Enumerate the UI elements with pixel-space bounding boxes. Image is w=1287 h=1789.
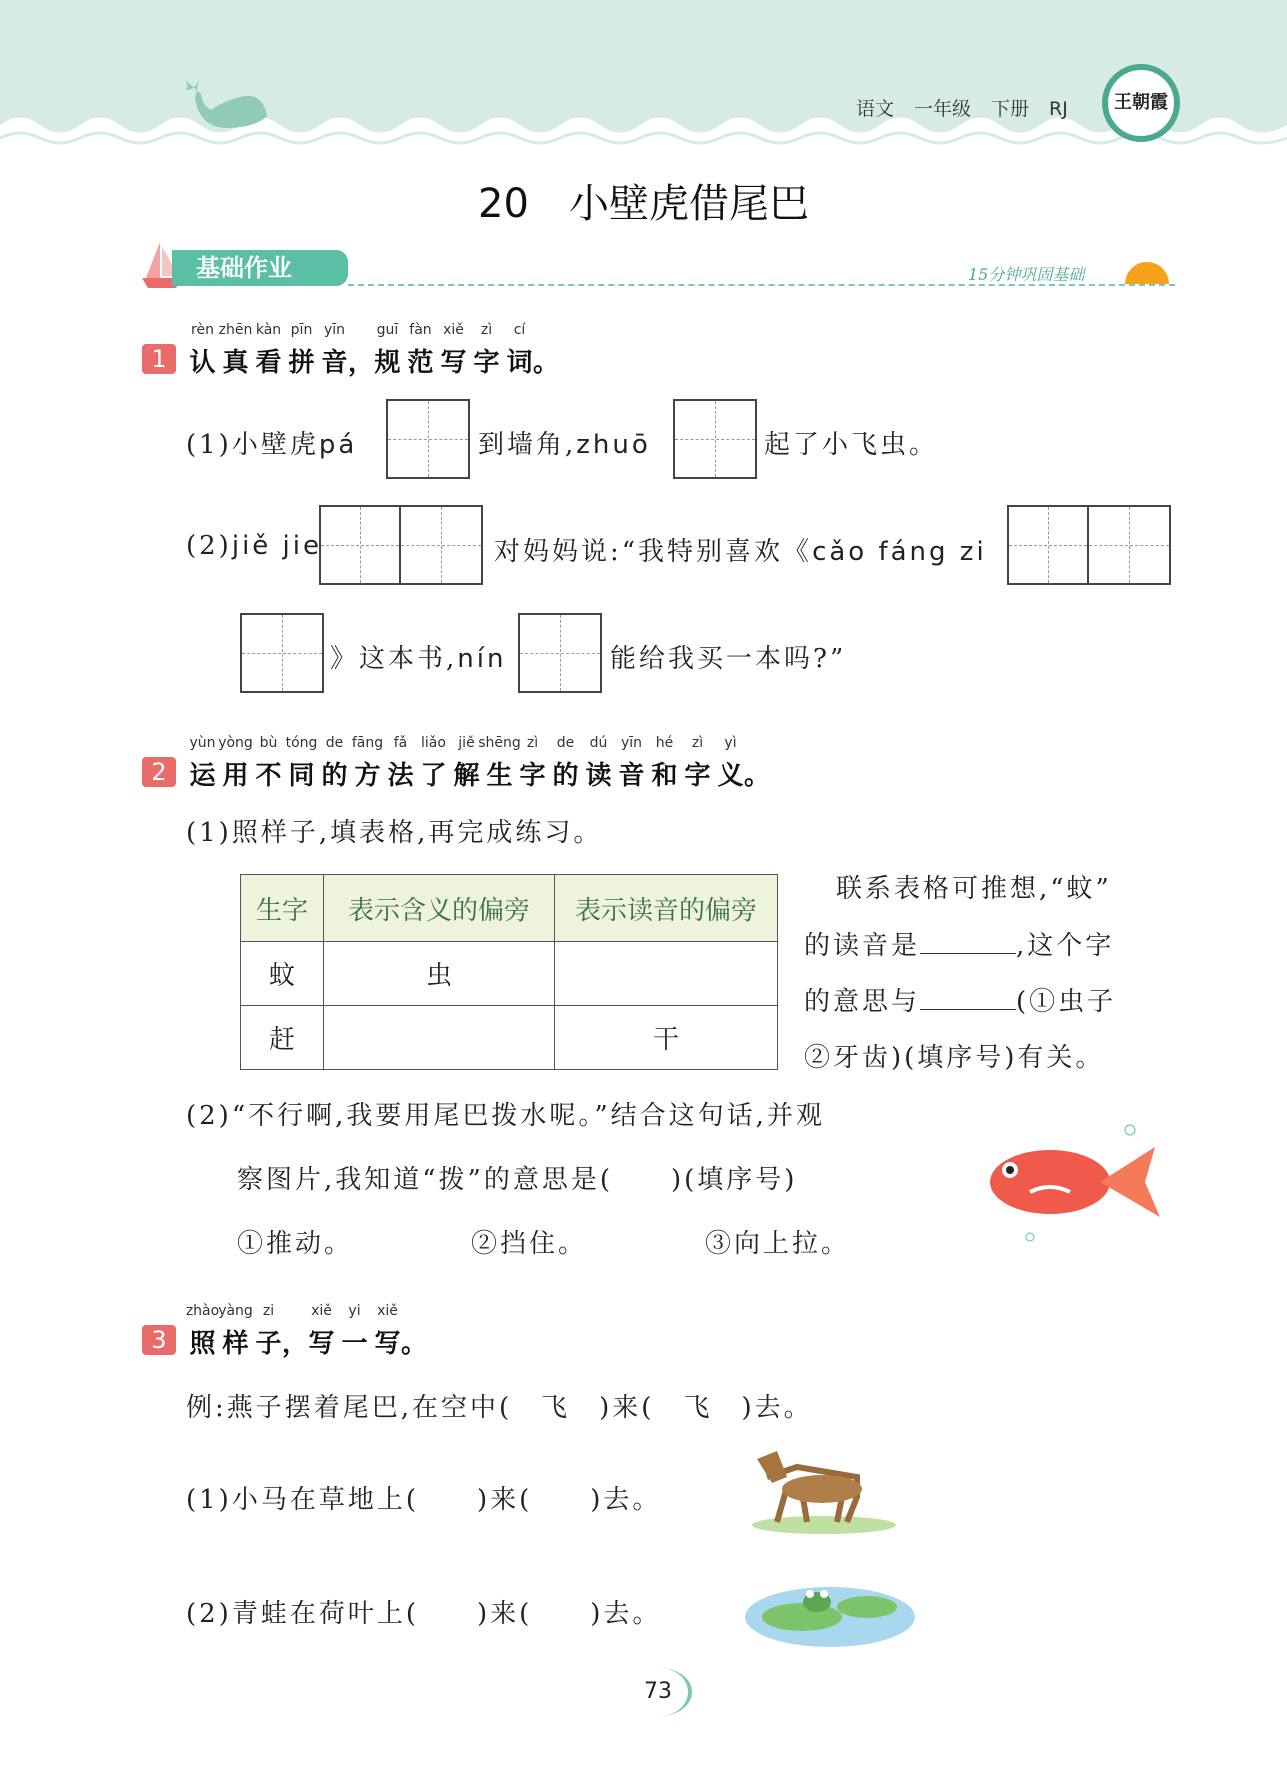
q3-item-2: (2)青蛙在荷叶上( )来( )去。 <box>186 1599 662 1629</box>
writing-box[interactable] <box>240 613 324 693</box>
q2-part2-line2: 察图片,我知道“拨”的意思是( )(填序号) <box>237 1165 798 1195</box>
character: 。 <box>401 1329 428 1359</box>
pinyin: guī <box>376 322 399 338</box>
pinyin: zi <box>262 1303 275 1319</box>
character: 看 <box>255 348 282 378</box>
pinyin-character <box>252 322 285 379</box>
pinyin: cí <box>513 322 526 338</box>
text: (1)小壁虎 <box>186 430 319 460</box>
character: 样 <box>222 1329 249 1359</box>
pinyin: de <box>325 735 344 751</box>
character: 了 <box>420 761 447 791</box>
pinyin: zì <box>691 735 704 751</box>
q1-line3 <box>330 638 506 675</box>
table-row <box>241 942 778 1006</box>
question-3-title <box>185 1303 428 1360</box>
pinyin: xiě <box>311 1303 332 1319</box>
pinyin-character <box>351 735 384 792</box>
pinyin-character <box>318 735 351 792</box>
sun-icon <box>1125 262 1169 284</box>
text: (①虫子 <box>1016 987 1117 1017</box>
horses-illustration <box>747 1447 901 1535</box>
whale-icon <box>175 76 275 134</box>
pinyin-character <box>384 735 417 792</box>
pinyin: fǎ <box>393 735 408 751</box>
table-cell-blank[interactable] <box>324 1006 555 1070</box>
character: 一 <box>341 1329 368 1359</box>
character: 法 <box>387 761 414 791</box>
character: 音 <box>321 348 348 378</box>
pinyin: hé <box>655 735 674 751</box>
character: 真 <box>222 348 249 378</box>
character: 的 <box>552 761 579 791</box>
pinyin-character <box>478 735 521 792</box>
brand-text: 王朝霞 <box>1114 92 1168 113</box>
writing-box[interactable] <box>386 399 470 479</box>
pinyin-character <box>219 735 252 792</box>
pinyin: pá <box>318 430 358 460</box>
section-banner: 基础作业 <box>172 250 348 286</box>
pinyin-character <box>371 1303 404 1360</box>
character: 读 <box>585 761 612 791</box>
character: 义 <box>717 761 744 791</box>
writing-box[interactable] <box>518 613 602 693</box>
pinyin: tóng <box>285 735 318 751</box>
character: 音 <box>618 761 645 791</box>
writing-box[interactable] <box>1007 505 1171 585</box>
table-cell: 赶 <box>241 1006 324 1070</box>
subject-label: 语文 <box>856 98 895 120</box>
option-3: ③向上拉。 <box>705 1229 851 1259</box>
answer-blank[interactable] <box>920 929 1016 954</box>
character: 拼 <box>288 348 315 378</box>
pinyin-character <box>401 1303 428 1360</box>
pinyin-character <box>252 1303 285 1360</box>
pinyin: yòng <box>218 735 253 751</box>
pinyin: yì <box>724 735 737 751</box>
pinyin-character <box>338 1303 371 1360</box>
question-1-title <box>186 322 560 379</box>
text: 》这本书, <box>330 644 458 674</box>
question-badge-2: 2 <box>142 757 176 787</box>
character: 写 <box>374 1329 401 1359</box>
pinyin: nín <box>457 644 507 674</box>
side-text-4: ②牙齿)(填序号)有关。 <box>804 1043 1105 1073</box>
pinyin: yi <box>348 1303 361 1319</box>
pinyin: jiě <box>458 735 475 751</box>
pinyin: cǎo fáng zi <box>812 537 987 567</box>
table-row <box>241 1006 778 1070</box>
pinyin: fāng <box>351 735 384 751</box>
pinyin-character <box>744 735 771 792</box>
q1-line1 <box>186 424 357 461</box>
frog-lilypad-illustration <box>742 1572 918 1649</box>
radical-table <box>240 874 778 1070</box>
pinyin: pīn <box>290 322 313 338</box>
q1-line1b <box>478 424 651 461</box>
character: 字 <box>473 348 500 378</box>
table-cell: 蚊 <box>241 942 324 1006</box>
pinyin-character <box>348 322 375 379</box>
option-2: ②挡住。 <box>471 1229 588 1259</box>
pinyin-character <box>417 735 450 792</box>
writing-box[interactable] <box>673 399 757 479</box>
pinyin-character <box>318 322 351 379</box>
side-text-1: 联系表格可推想,“蚊” <box>836 874 1112 904</box>
character: 子 <box>255 1329 282 1359</box>
pinyin-character <box>714 735 747 792</box>
character: 解 <box>453 761 480 791</box>
pinyin-character <box>285 735 318 792</box>
pinyin: zhào <box>185 1303 220 1319</box>
question-badge-3: 3 <box>142 1325 176 1355</box>
pinyin: zì <box>526 735 539 751</box>
side-text-3 <box>804 981 1116 1018</box>
pinyin-character <box>371 322 404 379</box>
text: 的读音是 <box>804 931 921 961</box>
pinyin-character <box>615 735 648 792</box>
pinyin: yīn <box>620 735 643 751</box>
character: 不 <box>255 761 282 791</box>
character: 词 <box>506 348 533 378</box>
table-header: 生字 <box>241 875 324 942</box>
table-cell-blank[interactable] <box>555 942 778 1006</box>
fish-illustration <box>970 1112 1170 1244</box>
pinyin-character <box>648 735 681 792</box>
pinyin: xiě <box>443 322 464 338</box>
pinyin: fàn <box>409 322 432 338</box>
pinyin-character <box>549 735 582 792</box>
pinyin: yàng <box>218 1303 253 1319</box>
character: 用 <box>222 761 249 791</box>
text: (2) <box>186 531 232 561</box>
book-info <box>856 94 1088 121</box>
edition-label: RJ <box>1049 98 1068 120</box>
character: 方 <box>354 761 381 791</box>
character: 字 <box>519 761 546 791</box>
q2-part2-line1: (2)“不行啊,我要用尾巴拨水呢。”结合这句话,并观 <box>186 1101 825 1131</box>
pinyin: jiě jie <box>231 531 322 561</box>
page-title: 20 小壁虎借尾巴 <box>478 181 809 227</box>
pinyin-character <box>252 735 285 792</box>
pinyin-character <box>582 735 615 792</box>
volume-label: 下册 <box>991 98 1030 120</box>
pinyin-character <box>285 322 318 379</box>
pinyin: rèn <box>191 322 214 338</box>
pinyin-character <box>437 322 470 379</box>
pinyin: kàn <box>255 322 282 338</box>
question-2-title <box>186 735 771 792</box>
table-cell: 虫 <box>324 942 555 1006</box>
pinyin-character <box>219 1303 252 1360</box>
table-header: 表示含义的偏旁 <box>324 875 555 942</box>
question-badge-1: 1 <box>142 344 176 374</box>
answer-blank[interactable] <box>920 985 1016 1010</box>
character: 规 <box>374 348 401 378</box>
pinyin-character <box>516 735 549 792</box>
q3-item-1: (1)小马在草地上( )来( )去。 <box>186 1485 662 1515</box>
character: 的 <box>321 761 348 791</box>
writing-box[interactable] <box>319 505 483 585</box>
pinyin-character <box>282 1303 309 1360</box>
page-number: 73 <box>628 1668 692 1716</box>
pinyin-character <box>305 1303 338 1360</box>
pinyin-character <box>186 735 219 792</box>
character: 字 <box>684 761 711 791</box>
pinyin: zhēn <box>218 322 253 338</box>
q1-line2b <box>494 531 987 568</box>
character: 。 <box>744 761 771 791</box>
character: 认 <box>189 348 216 378</box>
grade-label: 一年级 <box>914 98 972 120</box>
pinyin-character <box>186 322 219 379</box>
pinyin-character <box>404 322 437 379</box>
q1-line3b: 能给我买一本吗?” <box>610 644 847 674</box>
brand-logo <box>1102 64 1180 142</box>
character: ， <box>348 348 375 378</box>
pinyin-character <box>681 735 714 792</box>
q1-line1c: 起了小飞虫。 <box>764 430 939 460</box>
pinyin: shēng <box>478 735 521 751</box>
character: 同 <box>288 761 315 791</box>
text: 到墙角, <box>478 430 577 460</box>
table-header: 表示读音的偏旁 <box>555 875 778 942</box>
option-1: ①推动。 <box>237 1229 354 1259</box>
pinyin-character <box>470 322 503 379</box>
q2-part1: (1)照样子,填表格,再完成练习。 <box>186 818 603 848</box>
character: 运 <box>189 761 216 791</box>
character: 生 <box>486 761 513 791</box>
table-cell: 干 <box>555 1006 778 1070</box>
character: 写 <box>440 348 467 378</box>
text: ,这个字 <box>1016 931 1115 961</box>
character: 范 <box>407 348 434 378</box>
pinyin: dú <box>589 735 608 751</box>
character: 和 <box>651 761 678 791</box>
q1-line2 <box>186 531 322 561</box>
pinyin: xiě <box>377 1303 398 1319</box>
character: 写 <box>308 1329 335 1359</box>
character: 。 <box>533 348 560 378</box>
character: ， <box>282 1329 309 1359</box>
pinyin: zì <box>480 322 493 338</box>
pinyin-character <box>186 1303 219 1360</box>
character: 照 <box>189 1329 216 1359</box>
text: 的意思与 <box>804 987 921 1017</box>
section-tip: 15分钟巩固基础 <box>968 265 1085 284</box>
side-text-2 <box>804 925 1114 962</box>
text: 对妈妈说:“我特别喜欢《 <box>494 537 813 567</box>
pinyin: zhuō <box>576 430 651 460</box>
pinyin: liǎo <box>421 735 446 751</box>
pinyin-character <box>219 322 252 379</box>
pinyin: yùn <box>189 735 216 751</box>
pinyin: bù <box>259 735 278 751</box>
pinyin-character <box>533 322 560 379</box>
pinyin: yīn <box>323 322 346 338</box>
example-text: 例:燕子摆着尾巴,在空中( 飞 )来( 飞 )去。 <box>186 1393 813 1423</box>
pinyin-character <box>503 322 536 379</box>
pinyin: de <box>556 735 575 751</box>
